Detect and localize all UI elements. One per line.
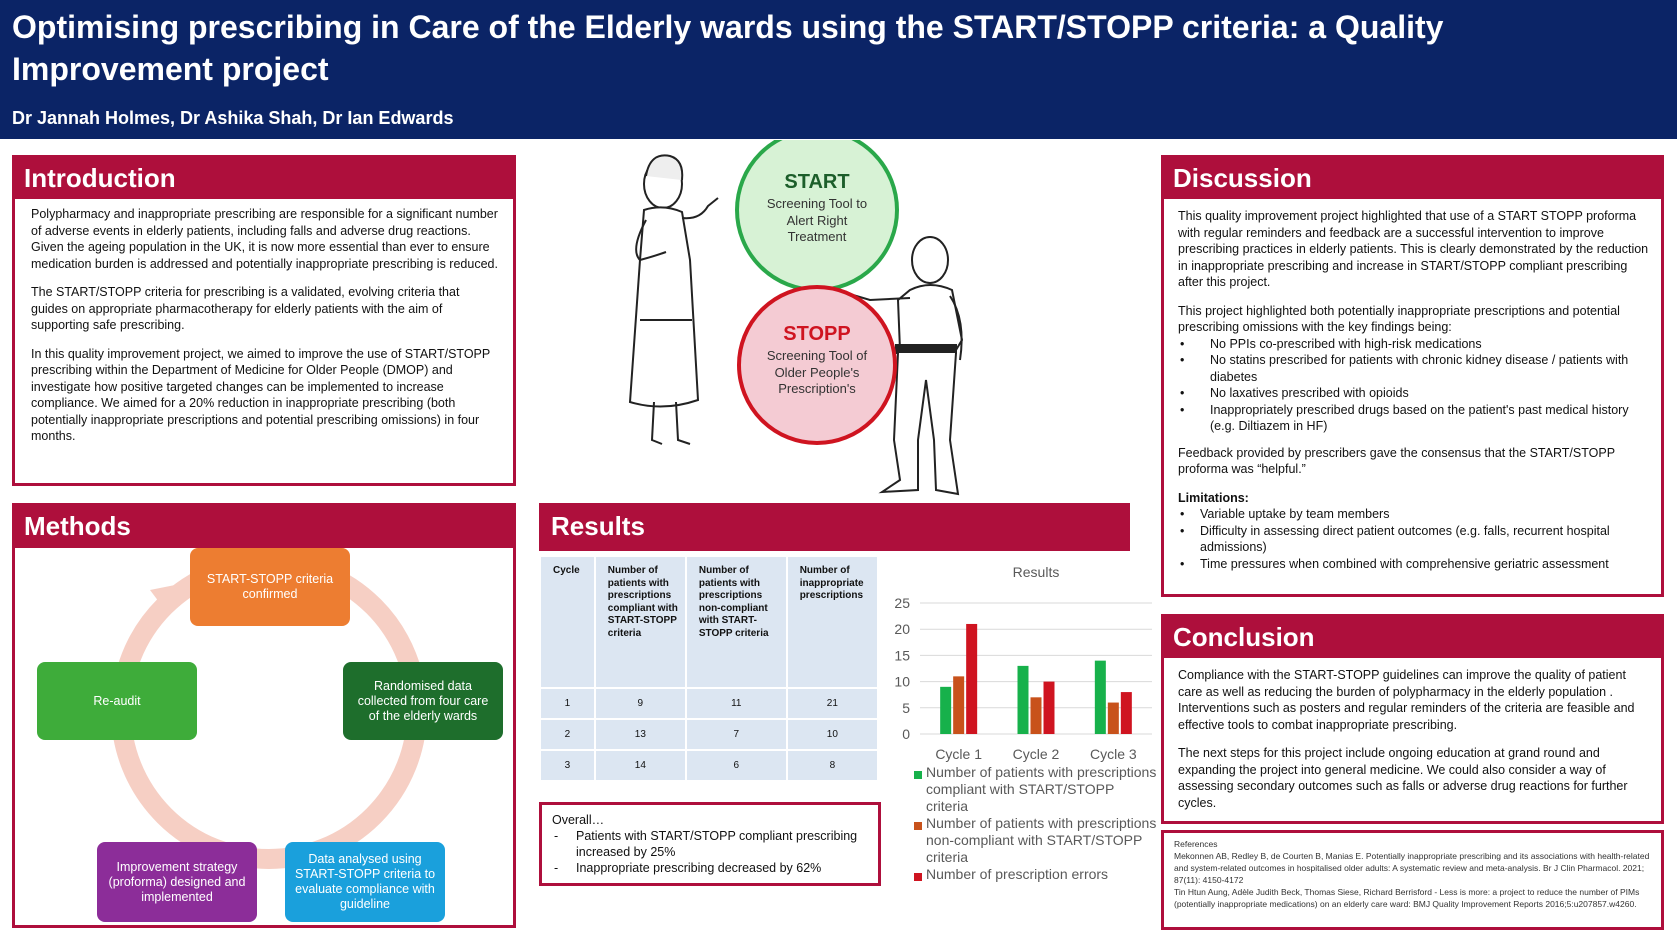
discussion-box [1161, 199, 1664, 597]
table-header: Number of patients with prescriptions non-compliant with START-STOPP criteria [687, 557, 786, 687]
table-row [541, 720, 877, 749]
table-row [541, 751, 877, 780]
bar [966, 624, 977, 734]
poster-authors: Dr Jannah Holmes, Dr Ashika Shah, Dr Ian Edwards [12, 108, 454, 128]
chart-title: Results [1012, 564, 1060, 580]
legend-label: Number of prescription errors [926, 866, 1109, 882]
bar [1018, 666, 1029, 734]
limitations-title: Limitations: [1178, 490, 1249, 505]
results-bar-chart [884, 556, 1160, 896]
discussion-paragraph: This project highlighted both potentially inappropriate prescriptions and potential prescribing omissions with the key findings being: [1178, 303, 1620, 334]
references-title: References [1174, 839, 1218, 849]
table-cell: 8 [788, 751, 877, 780]
reference-item: Tin Htun Aung, Adèle Judith Beck, Thomas Siese, Richard Berrisford - Less is more: a project to reduce the number of PIMs (potentially inappropriate medications) on an elderly care ward: BMJ Quality Improvement Reports 2016;5:u207857.w4260. [1174, 887, 1640, 909]
x-tick-label: Cycle 3 [1089, 746, 1137, 762]
legend-swatch [914, 771, 922, 779]
overall-box [539, 802, 881, 886]
start-title: START [784, 171, 850, 193]
bar [1121, 692, 1132, 734]
table-cell: 7 [687, 720, 786, 749]
stopp-title: STOPP [783, 323, 851, 345]
legend-label: Number of patients with prescriptions non-compliant with START/STOPP criteria [926, 815, 1157, 865]
y-tick-label: 0 [902, 726, 910, 742]
discussion-heading: Discussion [1161, 155, 1664, 201]
table-cell: 10 [788, 720, 877, 749]
finding-item: • No laxatives prescribed with opioids [1178, 385, 1649, 402]
discussion-paragraph: This quality improvement project highlighted that use of a START STOPP proforma with regular reminders and feedback are a successful intervention to improve prescribing practices in elderly patients. This is clearly demonstrated by the reduction in inappropriate prescribing and increase in START/STOPP compliant prescribing after this project. [1178, 209, 1649, 289]
results-heading: Results [539, 503, 1130, 551]
x-tick-label: Cycle 1 [935, 746, 983, 762]
overall-item: - Patients with START/STOPP compliant prescribing increased by 25% [552, 828, 868, 860]
introduction-heading: Introduction [12, 155, 516, 201]
table-row [541, 689, 877, 718]
introduction-paragraph: Polypharmacy and inappropriate prescribing are responsible for a significant number of adverse events in elderly patients, including falls and adverse drug reactions. Given the ageing population in the UK, it is now more essential than ever to ensure medication burden is addressed and potentially inappropriate prescribing is reduced. [31, 207, 498, 271]
bar [1108, 703, 1119, 734]
y-tick-label: 25 [894, 595, 910, 611]
reference-item: Mekonnen AB, Redley B, de Courten B, Manias E. Potentially inappropriate prescribing and its associations with health-related and system-related outcomes in hospitalised older adults: A systematic review and meta-analysis. Br J Clin Pharmacol. 2021; 87(11): 4150-4172 [1174, 851, 1650, 885]
introduction-box [12, 199, 516, 486]
method-step-data-collected: Randomised data collected from four care of the elderly wards [343, 662, 503, 740]
conclusion-heading: Conclusion [1161, 614, 1664, 660]
bar [1044, 682, 1055, 734]
conclusion-box [1161, 658, 1664, 824]
references-box [1161, 830, 1664, 930]
table-cell: 13 [596, 720, 685, 749]
method-step-improvement-strategy: Improvement strategy (proforma) designed and implemented [97, 842, 257, 922]
overall-item: - Inappropriate prescribing decreased by 62% [552, 860, 868, 876]
bar [953, 676, 964, 734]
results-table [539, 555, 879, 782]
bar [940, 687, 951, 734]
y-tick-label: 15 [894, 647, 910, 664]
overall-title: Overall… [552, 813, 605, 827]
woman-figure-icon [630, 155, 718, 444]
table-cell: 9 [596, 689, 685, 718]
table-header: Cycle [541, 557, 594, 687]
finding-item: • No statins prescribed for patients with chronic kidney disease / patients with diabetes [1178, 352, 1649, 385]
methods-box [12, 548, 516, 928]
conclusion-paragraph: Compliance with the START-STOPP guidelines can improve the quality of patient care as well as reducing the burden of polypharmacy in the elderly population . Interventions such as posters and regular reminders of the criteria are feasible and effective tools to combat inappropriate prescribing. [1178, 668, 1635, 732]
table-cell: 1 [541, 689, 594, 718]
method-step-criteria-confirmed: START-STOPP criteria confirmed [190, 548, 350, 626]
table-cell: 6 [687, 751, 786, 780]
table-cell: 11 [687, 689, 786, 718]
limitation-item: • Time pressures when combined with comprehensive geriatric assessment [1178, 556, 1649, 573]
stopp-description: Screening Tool of Older People's Prescription's [766, 348, 868, 396]
bar [1095, 661, 1106, 734]
limitation-item: • Difficulty in assessing direct patient outcomes (e.g. falls, recurrent hospital admissions) [1178, 523, 1649, 556]
start-stopp-illustration [600, 140, 1020, 500]
conclusion-paragraph: The next steps for this project include ongoing education at grand round and expanding the project into general medicine. We could also consider a way of assessing secondary outcomes such as falls or adverse drug reactions for further cycles. [1178, 746, 1628, 810]
y-tick-label: 10 [894, 673, 910, 690]
table-header: Number of inappropriate prescriptions [788, 557, 877, 687]
method-step-reaudit: Re-audit [37, 662, 197, 740]
legend-label: Number of patients with prescriptions compliant with START/STOPP criteria [926, 764, 1157, 814]
poster-title: Optimising prescribing in Care of the Elderly wards using the START/STOPP criteria: a Quality Improvement project [12, 9, 1444, 87]
legend-swatch [914, 873, 922, 881]
table-cell: 2 [541, 720, 594, 749]
legend-swatch [914, 822, 922, 830]
start-description: Screening Tool to Alert Right Treatment [766, 196, 868, 244]
table-cell: 21 [788, 689, 877, 718]
table-header: Number of patients with prescriptions compliant with START-STOPP criteria [596, 557, 685, 687]
table-cell: 14 [596, 751, 685, 780]
methods-heading: Methods [12, 503, 516, 549]
finding-item: • No PPIs co-prescribed with high-risk medications [1178, 336, 1649, 353]
discussion-paragraph: Feedback provided by prescribers gave the consensus that the START/STOPP proforma was “helpful.” [1178, 445, 1615, 476]
y-tick-label: 20 [894, 621, 910, 638]
x-tick-label: Cycle 2 [1012, 746, 1060, 762]
y-tick-label: 5 [902, 699, 910, 716]
introduction-paragraph: The START/STOPP criteria for prescribing is a validated, evolving criteria that guides on appropriate pharmacotherapy for elderly patients with the aim of supporting safe prescribing. [31, 285, 460, 332]
finding-item: • Inappropriately prescribed drugs based on the patient's past medical history (e.g. Diltiazem in HF) [1178, 402, 1649, 435]
introduction-paragraph: In this quality improvement project, we aimed to improve the use of START/STOPP prescribing within the Department of Medicine for Older People (DMOP) and investigate how positive targeted changes can be implemented to increase compliance. We aimed for a 20% reduction in inappropriate prescribing (both potentially inappropriate prescriptions and potential prescribing omissions) in four months. [31, 346, 490, 443]
poster-header [0, 0, 1677, 139]
bar [1031, 697, 1042, 734]
limitation-item: • Variable uptake by team members [1178, 506, 1649, 523]
method-step-data-analysed: Data analysed using START-STOPP criteria to evaluate compliance with guideline [285, 842, 445, 922]
table-cell: 3 [541, 751, 594, 780]
